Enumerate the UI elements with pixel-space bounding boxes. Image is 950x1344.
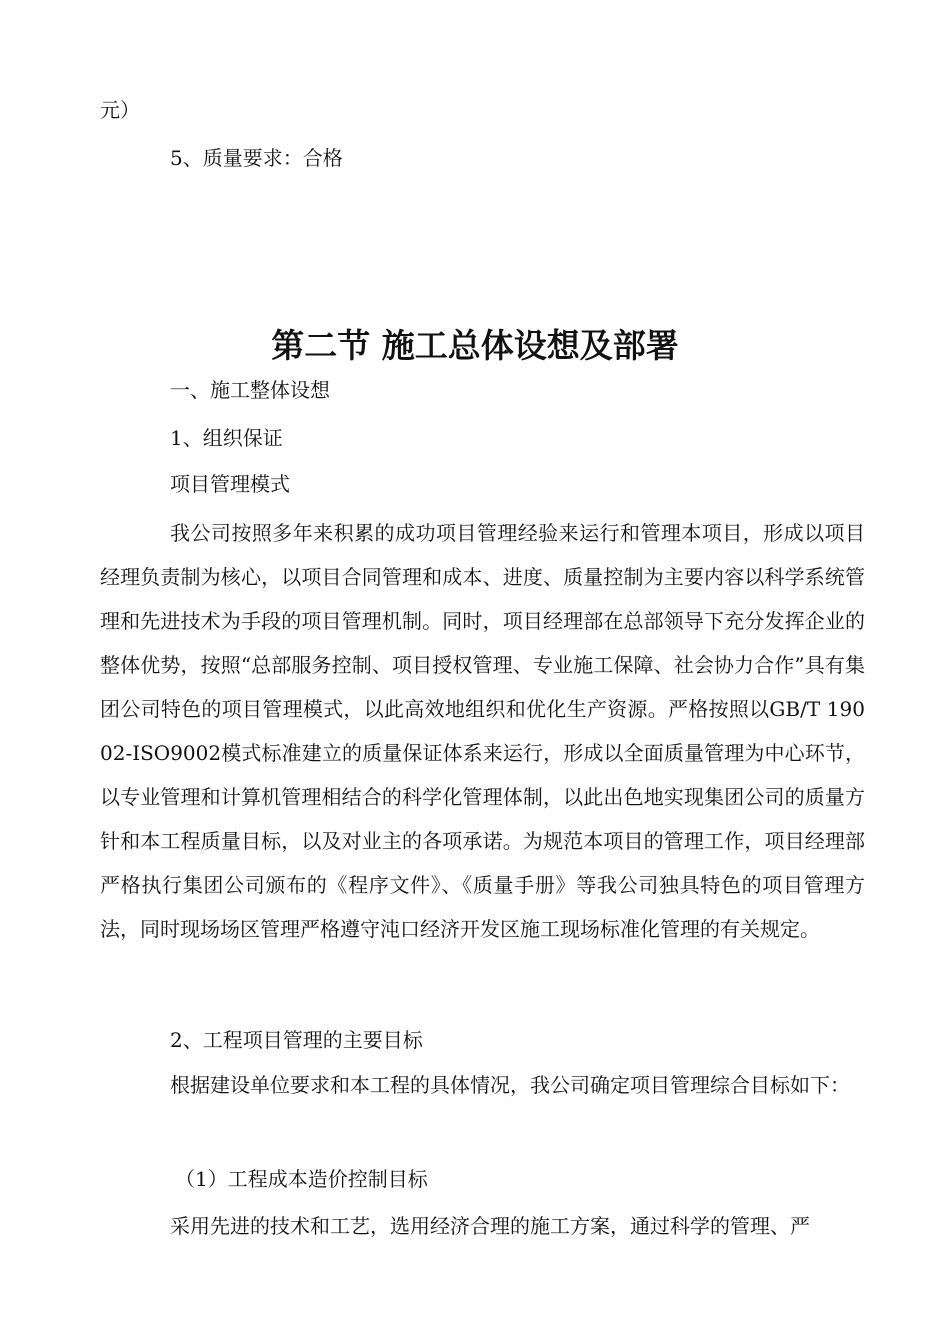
paragraph-cost-control: 采用先进的技术和工艺，选用经济合理的施工方案，通过科学的管理、严 bbox=[170, 1214, 810, 1238]
continued-text: 元） bbox=[100, 98, 140, 122]
subheading-main-goals: 2、工程项目管理的主要目标 bbox=[170, 1028, 423, 1052]
subheading-organization: 1、组织保证 bbox=[170, 426, 283, 450]
subheading-management-mode: 项目管理模式 bbox=[170, 472, 290, 496]
subheading-cost-control: （1）工程成本造价控制目标 bbox=[175, 1167, 428, 1191]
section-title: 第二节 施工总体设想及部署 bbox=[271, 326, 679, 365]
paragraph-management-mode: 我公司按照多年来积累的成功项目管理经验来运行和管理本项目，形成以项目经理负责制为核心，以项目合同管理和成本、进度、质量控制为主要内容以科学系统管理和先进技术为手段的项目管理机制。同时，项目经理部在总部领导下充分发挥企业的整体优势，按照“总部服务控制、项目授权管理、专业施工保障、社会协力合作”具有集团公司特色的项目管理模式，以此高效地组织和优化生产资源。严格按照以GB/T 19002-ISO9002模式标准建立的质量保证体系来运行，形成以全面质量管理为中心环节，以专业管理和计算机管理相结合的科学化管理体制，以此出色地实现集团公司的质量方针和本工程质量目标，以及对业主的各项承诺。为规范本项目的管理工作，项目经理部严格执行集团公司颁布的《程序文件》、《质量手册》等我公司独具特色的项目管理方法，同时现场场区管理严格遵守沌口经济开发区施工现场标准化管理的有关规定。 bbox=[100, 521, 865, 941]
paragraph-goals-intro: 根据建设单位要求和本工程的具体情况，我公司确定项目管理综合目标如下： bbox=[170, 1073, 850, 1097]
quality-requirement: 5、质量要求：合格 bbox=[170, 146, 343, 170]
subheading-overall-concept: 一、施工整体设想 bbox=[170, 378, 330, 402]
